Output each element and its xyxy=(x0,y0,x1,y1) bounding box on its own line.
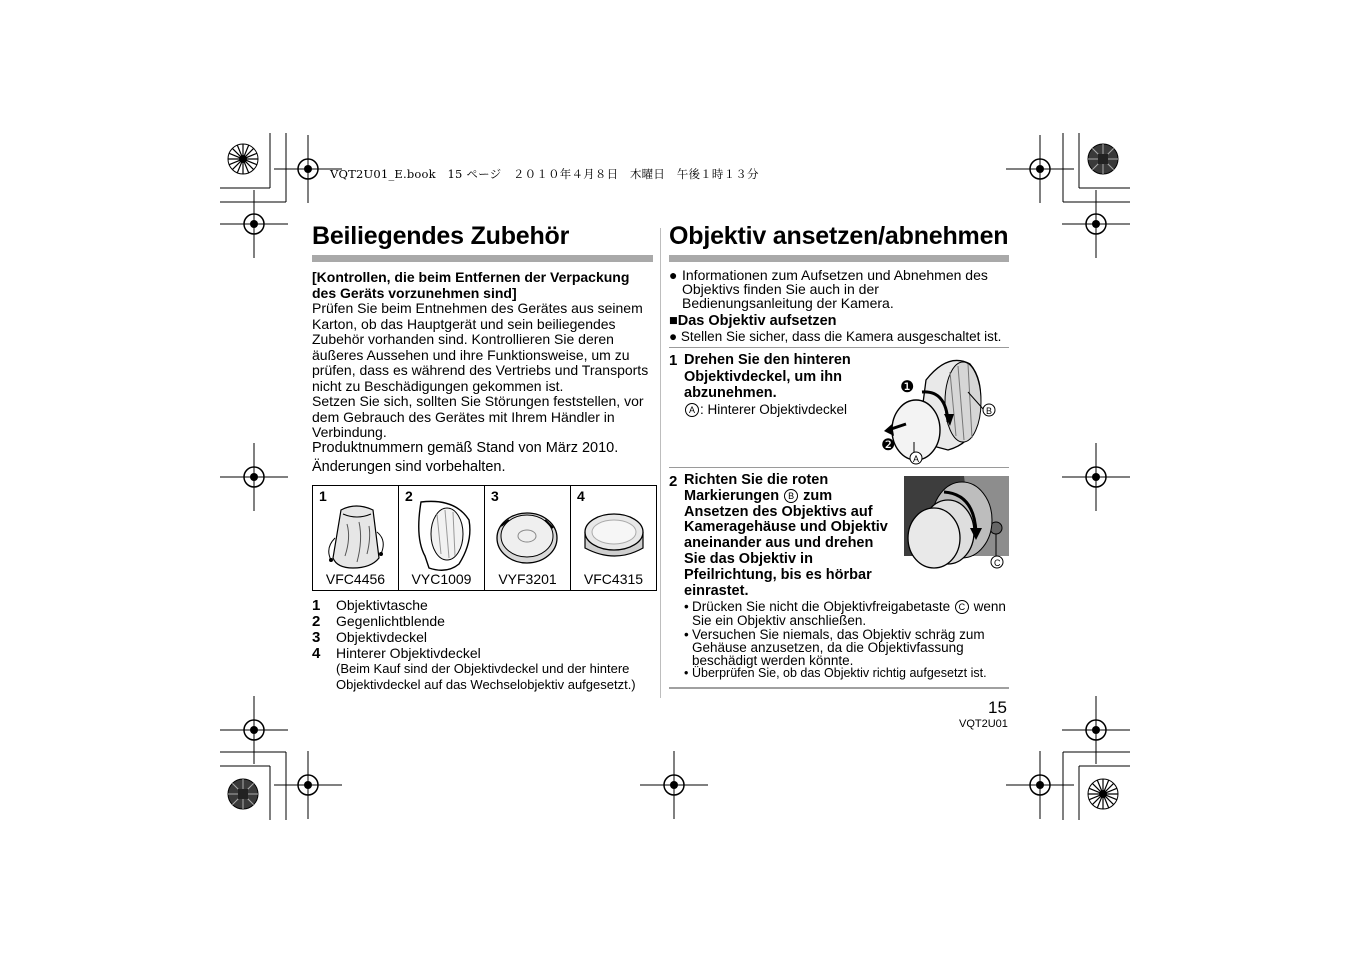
letter-a-icon: A xyxy=(685,403,699,417)
step-1-text: Drehen Sie den hinteren Objektivdeckel, um ihn abzunehmen. xyxy=(684,352,851,401)
step-1-label: A : Hinterer Objektivdeckel xyxy=(684,402,847,417)
fig-letter-c: C xyxy=(994,558,1001,568)
step-2-number: 2 xyxy=(669,473,678,490)
marker-one: ❶ xyxy=(900,377,915,396)
lens-attach-figure xyxy=(904,476,1009,572)
paragraph-check: Prüfen Sie beim Entnehmen des Gerätes aus seinem Karton, ob das Hauptgerät und sein beiliegendes Zubehör vorhanden sind. Kontrollieren Sie deren äußeres Aussehen und ihre Funktionsweise, um zu prüfen, dass es während des Vertriebs und Transports nicht zu Beschädigungen gekommen ist. xyxy=(312,300,649,394)
marker-two: ❷ xyxy=(881,435,896,454)
file-header: VQT2U01_E.book 15 ページ ２０１０年４月８日 木曜日 午後１時１３分 xyxy=(330,167,759,181)
info-bullet: ● Informationen zum Aufsetzen und Abnehmen des Objektivs finden Sie auch in der Bedienungsanleitung der Kamera. xyxy=(669,267,988,311)
bottom-rule xyxy=(669,687,1009,689)
bullet-dot: ● xyxy=(669,328,678,344)
document-code: VQT2U01 xyxy=(959,718,1008,730)
paragraph-product-numbers: Produktnummern gemäß Stand von März 2010. xyxy=(312,439,619,456)
paragraph-changes: Änderungen sind vorbehalten. xyxy=(312,459,506,475)
paragraph-dealer: Setzen Sie sich, sollten Sie Störungen feststellen, vor dem Gebrauch des Gerätes mit Ihrem Händler in Verbindung. xyxy=(312,393,644,440)
column-divider xyxy=(660,228,661,698)
accessory-cell xyxy=(399,486,485,591)
list-item: 2 Gegenlichtblende xyxy=(312,613,445,630)
lens-pouch-icon xyxy=(321,498,391,574)
accessory-code: VYF3201 xyxy=(498,571,557,587)
bullet-dot: ● xyxy=(669,267,678,283)
letter-b-icon: B xyxy=(784,489,798,503)
square-bullet-icon: ■ xyxy=(669,313,678,329)
note-release-button: • Drücken Sie nicht die Objektivfreigabetaste C wenn Sie ein Objektiv anschließen. xyxy=(684,599,1006,628)
page-number: 15 xyxy=(988,698,1007,717)
accessory-number: 1 xyxy=(319,488,327,504)
accessory-cell xyxy=(571,486,657,591)
accessory-note: (Beim Kauf sind der Objektivdeckel und der hintere Objektivdeckel auf das Wechselobjektiv aufgesetzt.) xyxy=(336,661,636,692)
accessory-number: 3 xyxy=(491,488,499,504)
rear-cap-removal-figure xyxy=(878,352,1008,467)
accessory-code: VYC1009 xyxy=(411,571,472,587)
accessory-code: VFC4315 xyxy=(583,571,644,587)
section-title-lens: Objektiv ansetzen/abnehmen xyxy=(669,222,1009,250)
power-off-bullet: ● Stellen Sie sicher, dass die Kamera ausgeschaltet ist. xyxy=(669,328,1002,344)
left-column xyxy=(312,222,653,476)
accessory-number: 2 xyxy=(405,488,413,504)
list-item: 4 Hinterer Objektivdeckel xyxy=(312,645,481,662)
separator xyxy=(669,467,1009,468)
step-1-number: 1 xyxy=(669,352,678,369)
fig-letter-a: A xyxy=(913,454,920,464)
lens-cap-icon xyxy=(493,498,563,574)
accessories-table xyxy=(312,485,657,591)
accessory-cell xyxy=(313,486,399,591)
note-angled-mount: • Versuchen Sie niemals, das Objektiv schräg zum Gehäuse anzusetzen, da die Objektivfassung beschädigt werden könnte. xyxy=(684,627,985,668)
title-rule xyxy=(669,255,1009,262)
right-column xyxy=(669,222,1009,344)
list-item: 3 Objektivdeckel xyxy=(312,629,428,646)
letter-c-icon: C xyxy=(955,600,969,614)
list-item: 1 Objektivtasche xyxy=(312,597,428,614)
section-title-accessories: Beiliegendes Zubehör xyxy=(312,222,570,250)
rear-lens-cap-icon xyxy=(579,498,649,574)
note-check-mount: • Überprüfen Sie, ob das Objektiv richtig aufgesetzt ist. xyxy=(684,666,987,680)
accessory-code: VFC4456 xyxy=(325,571,386,587)
section-heading-attach: ■Das Objektiv aufsetzen xyxy=(669,313,837,329)
intro-heading: [Kontrollen, die beim Entfernen der Verpackung des Geräts vorzunehmen sind] xyxy=(312,269,630,301)
step-2-text: Richten Sie die roten Markierungen B zum Ansetzen des Objektivs auf Kameragehäuse und Objektiv aneinander aus und drehen Sie das Objektiv in Pfeilrichtung, bis es hörbar einrastet. xyxy=(684,472,888,599)
accessory-number: 4 xyxy=(577,488,585,504)
fig-letter-b: B xyxy=(986,406,993,416)
separator xyxy=(669,347,1009,348)
accessory-cell xyxy=(485,486,571,591)
title-rule xyxy=(312,255,653,262)
lens-hood-icon xyxy=(407,498,477,574)
